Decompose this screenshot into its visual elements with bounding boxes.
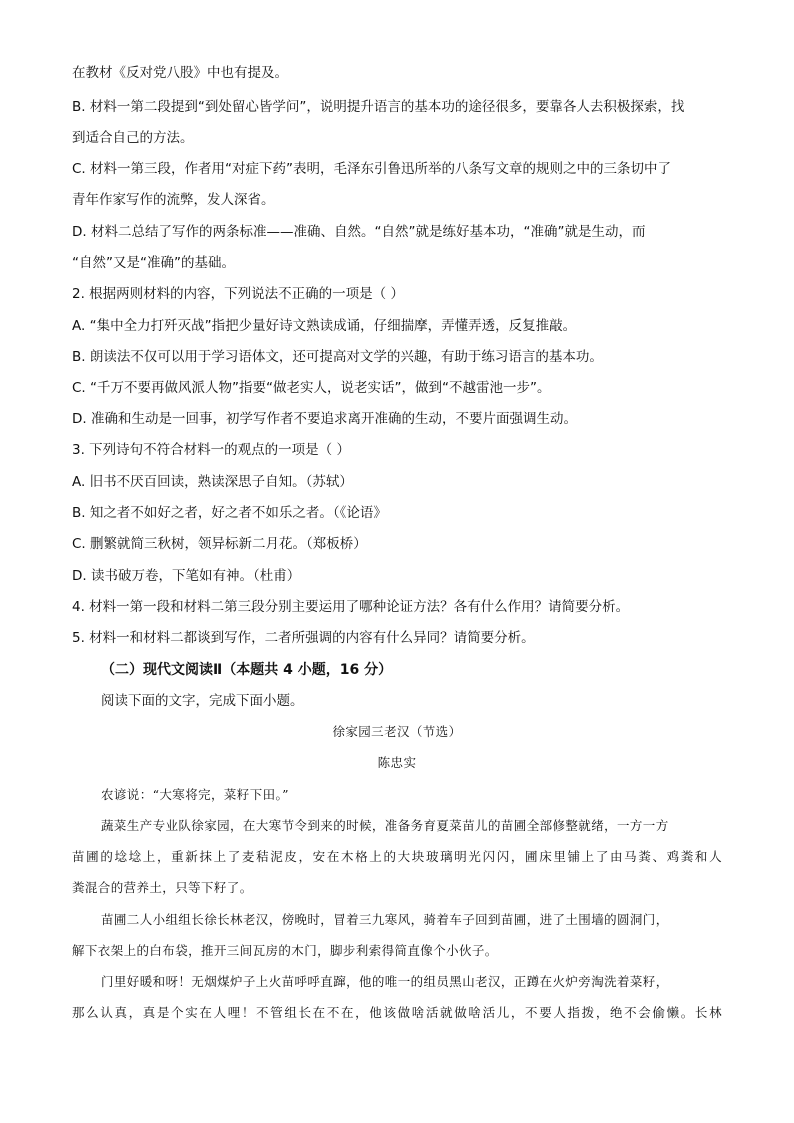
question-5: 5. 材料一和材料二都谈到写作，二者所强调的内容有什么异同？请简要分析。 [72, 630, 535, 646]
text-line: 到适合自己的方法。 [72, 130, 194, 146]
question-2-option-d: D. 准确和生动是一回事，初学写作者不要追求离开准确的生动，不要片面强调生动。 [72, 411, 577, 427]
question-3-option-d: D. 读书破万卷，下笔如有神。（杜甫） [72, 568, 301, 584]
question-4: 4. 材料一第一段和材料二第三段分别主要运用了哪种论证方法？各有什么作用？请简要分析。 [72, 599, 630, 615]
story-paragraph-line: 解下衣架上的白布袋，推开三间瓦房的木门，脚步利索得简直像个小伙子。 [72, 943, 498, 958]
story-title: 徐家园三老汉（节选） [332, 724, 462, 739]
story-author: 陈忠实 [377, 755, 417, 770]
reading-instruction: 阅读下面的文字，完成下面小题。 [101, 693, 304, 709]
story-paragraph: 门里好暖和呀！无烟煤炉子上火苗呼呼直蹿，他的唯一的组员黑山老汉，正蹲在火炉旁淘洗着菜籽， [101, 974, 669, 989]
question-3-option-c: C. 删繁就简三秋树，领异标新二月花。（郑板桥） [72, 536, 367, 552]
story-paragraph-line: 苗圃的埝埝上，重新抹上了麦秸泥皮，安在木格上的大块玻璃明光闪闪，圃床里铺上了由马粪、鸡粪和人 [72, 849, 722, 864]
section-heading: （二）现代文阅读Ⅱ（本题共 4 小题，16 分） [101, 662, 393, 678]
question-3-option-a: A. 旧书不厌百回读，熟读深思子自知。（苏轼） [72, 474, 353, 490]
story-paragraph-line: 那么认真，真是个实在人哩！不管组长在不在，他该做啥活就做啥活儿，不要人指拨，绝不会偷懒。长林 [72, 1005, 722, 1020]
text-line: “自然”又是“准确”的基础。 [72, 255, 235, 271]
question-3: 3. 下列诗句不符合材料一的观点的一项是（ ） [72, 442, 350, 458]
option-c-line: C. 材料一第三段，作者用“对症下药”表明，毛泽东引鲁迅所举的八条写文章的规则之中的三条切中了 [72, 161, 671, 177]
question-2-option-a: A. “集中全力打歼灭战”指把少量好诗文熟读成诵，仔细揣摩，弄懂弄透，反复推敲。 [72, 318, 577, 334]
story-paragraph: 蔬菜生产专业队徐家园，在大寒节令到来的时候，准备务育夏菜苗儿的苗圃全部修整就绪，一方一方 [101, 818, 669, 833]
option-d-line: D. 材料二总结了写作的两条标准——准确、自然。“自然”就是练好基本功，“准确”就是生动，而 [72, 224, 646, 240]
option-b-line: B. 材料一第二段提到“到处留心皆学问”，说明提升语言的基本功的途径很多，要靠各人去积极探索，找 [72, 99, 685, 115]
story-paragraph: 苗圃二人小组组长徐长林老汉，傍晚时，冒着三九寒风，骑着车子回到苗圃，进了土围墙的圆洞门， [101, 912, 669, 927]
story-paragraph-line: 粪混合的营养土，只等下籽了。 [72, 880, 253, 895]
question-2-option-b: B. 朗读法不仅可以用于学习语体文，还可提高对文学的兴趣，有助于练习语言的基本功。 [72, 349, 603, 365]
question-2-option-c: C. “千万不要再做风派人物”指要“做老实人，说老实话”，做到“不越雷池一步”。 [72, 380, 551, 396]
story-paragraph: 农谚说：“大寒将完，菜籽下田。” [101, 787, 289, 802]
question-3-option-b: B. 知之者不如好之者，好之者不如乐之者。（《论语》 [72, 505, 387, 521]
text-line: 在教材《反对党八股》中也有提及。 [72, 65, 288, 81]
question-2: 2. 根据两则材料的内容，下列说法不正确的一项是（ ） [72, 286, 404, 302]
text-line: 青年作家写作的流弊，发人深省。 [72, 192, 275, 208]
